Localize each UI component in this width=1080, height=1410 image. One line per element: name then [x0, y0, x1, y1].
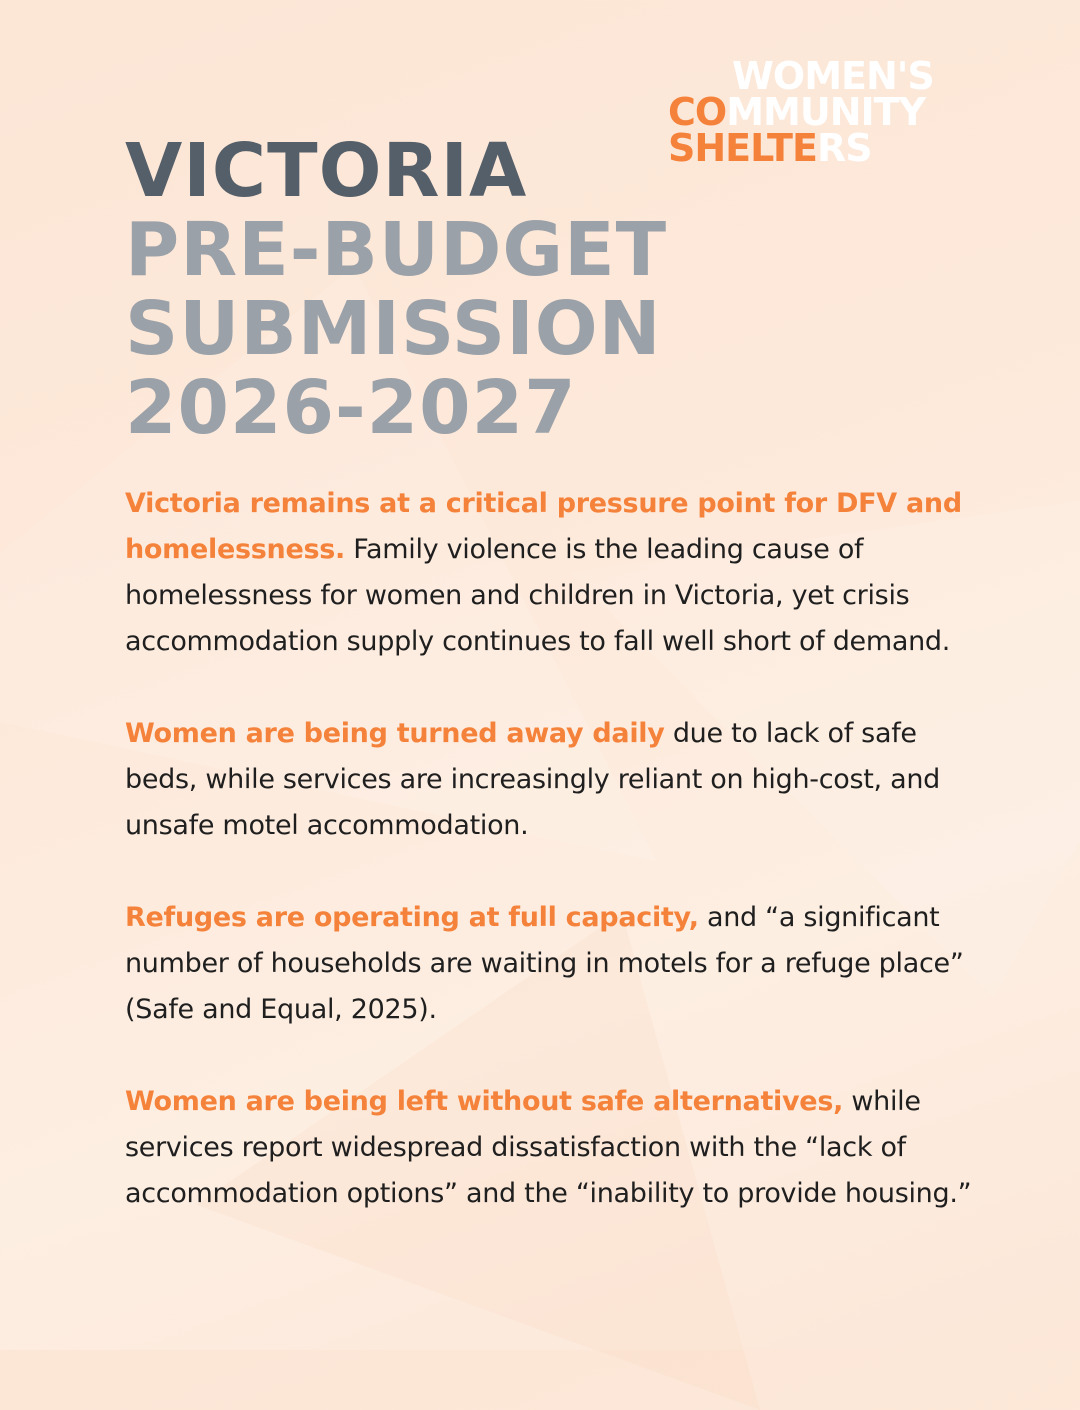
page-title — [125, 128, 725, 451]
paragraph-full-capacity — [125, 895, 985, 1033]
logo-line-2-rest: MMUNITY — [726, 90, 926, 134]
paragraph-highlight: Refuges are operating at full capacity, — [125, 902, 699, 933]
logo-line-2 — [668, 90, 928, 134]
paragraph-highlight: Women are being left without safe alternatives, — [125, 1086, 844, 1117]
logo-line-2-accent: CO — [668, 90, 727, 134]
logo-line-3-rest: RS — [816, 126, 872, 170]
logo-line-1: WOMEN'S — [732, 54, 934, 98]
body-text — [125, 481, 985, 1263]
paragraph-pressure-point — [125, 481, 985, 665]
paragraph-turned-away — [125, 711, 985, 849]
title-line-pre-budget: PRE-BUDGET — [125, 207, 668, 293]
title-line-submission: SUBMISSION — [125, 286, 662, 372]
paragraph-text: and “a significant number of households are waiting in motels for a refuge place” (Safe and Equal, 2025). — [125, 902, 964, 1025]
paragraph-text: while services report widespread dissatisfaction with the “lack of accommodation options” and the “inability to provide housing.” — [125, 1086, 972, 1209]
paragraph-highlight: Victoria remains at a critical pressure point for DFV and homelessness. — [125, 488, 962, 565]
title-line-years: 2026-2027 — [125, 365, 577, 451]
title-line-victoria: VICTORIA — [125, 128, 528, 214]
logo-line-3-accent: SHELTE — [668, 126, 817, 170]
paragraph-no-alternatives — [125, 1079, 985, 1217]
paragraph-text: Family violence is the leading cause of homelessness for women and children in Victoria, yet crisis accommodation supply continues to fall well short of demand. — [125, 534, 951, 657]
paragraph-highlight: Women are being turned away daily — [125, 718, 665, 749]
paragraph-text: due to lack of safe beds, while services are increasingly reliant on high-cost, and unsafe motel accommodation. — [125, 718, 940, 841]
